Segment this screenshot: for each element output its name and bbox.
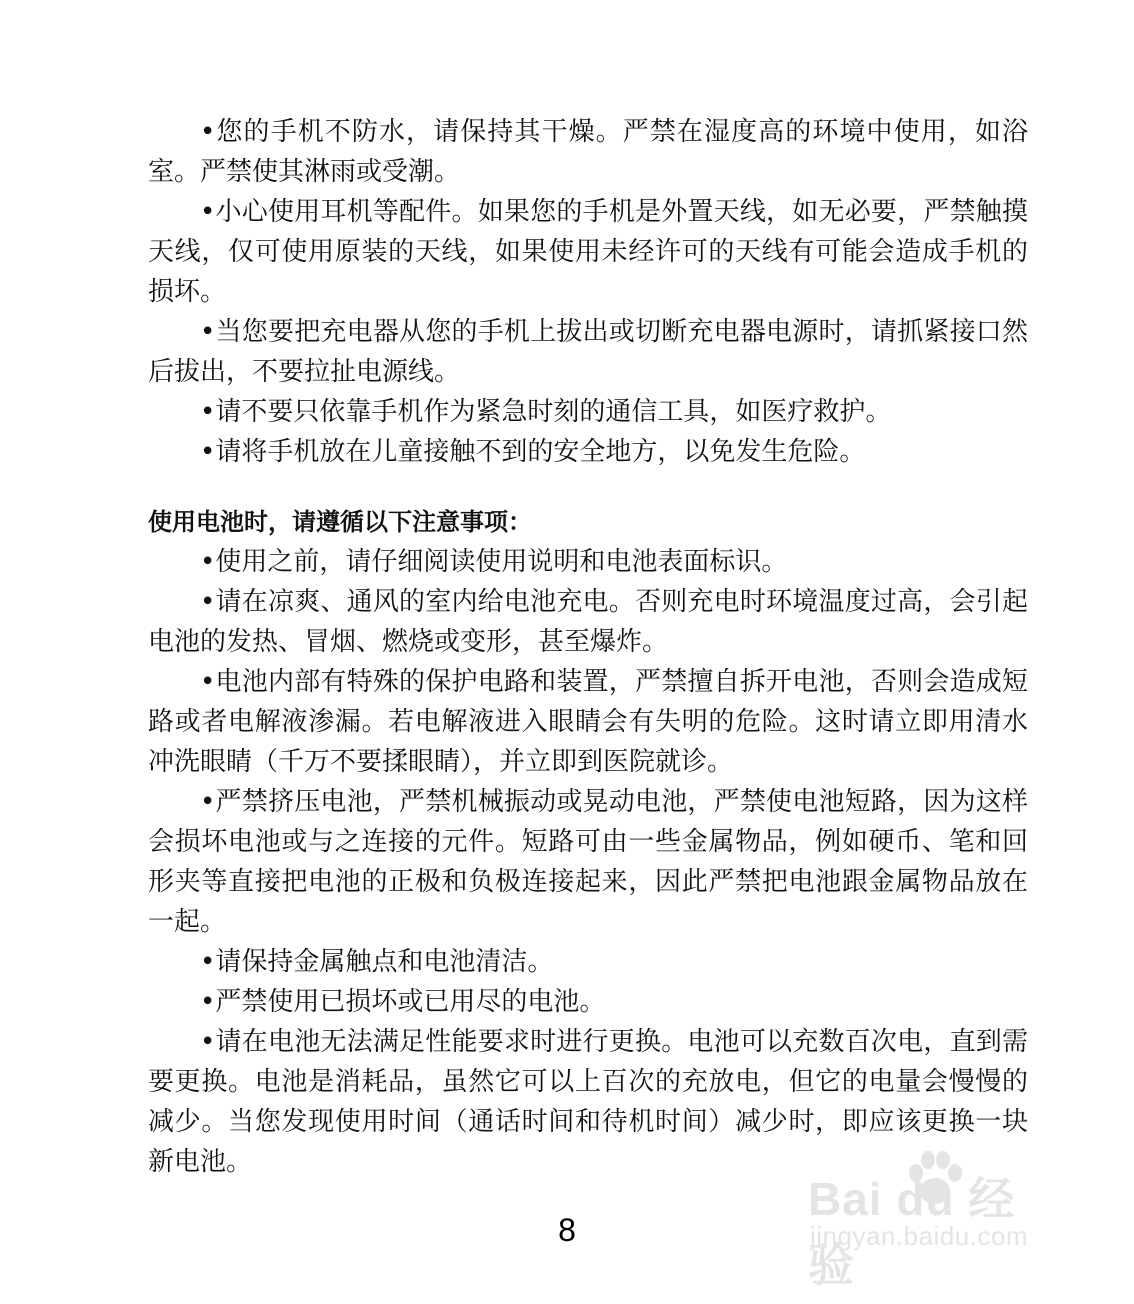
paragraph-clean-contacts: •请保持金属触点和电池清洁。	[200, 947, 554, 977]
watermark-url: jingyan.baidu.com	[810, 1221, 1029, 1251]
paragraph-battery-short-circuit: •严禁挤压电池，严禁机械振动或晃动电池，严禁使电池短路，因为这样会损坏电池或与之连接的元件。短路可由一些金属物品，例如硬币、笔和回形夹等直接把电池的正极和负极连接起来，因此严禁把电池跟金属物品放在一起。	[148, 787, 1028, 937]
paragraph-battery-disassembly: •电池内部有特殊的保护电路和装置，严禁擅自拆开电池，否则会造成短路或者电解液渗漏。若电解液进入眼睛会有失明的危险。这时请立即用清水冲洗眼睛（千万不要揉眼睛），并立即到医院就诊。	[148, 667, 1028, 777]
watermark-logo-text: Bai du 经验	[808, 1173, 1016, 1291]
paragraph-children: •请将手机放在儿童接触不到的安全地方，以免发生危险。	[200, 437, 866, 467]
paragraph-read-manual: •使用之前，请仔细阅读使用说明和电池表面标识。	[200, 547, 788, 577]
paragraph-damaged-battery: •严禁使用已损坏或已用尽的电池。	[200, 987, 606, 1017]
paragraph-charging-environment: •请在凉爽、通风的室内给电池充电。否则充电时环境温度过高，会引起电池的发热、冒烟、燃烧或变形，甚至爆炸。	[148, 587, 1028, 657]
paragraph-accessories: •小心使用耳机等配件。如果您的手机是外置天线，如无必要，严禁触摸天线，仅可使用原装的天线，如果使用未经许可的天线有可能会造成手机的损坏。	[148, 197, 1028, 307]
paragraph-replace-battery: •请在电池无法满足性能要求时进行更换。电池可以充数百次电，直到需要更换。电池是消耗品，虽然它可以上百次的充放电，但它的电量会慢慢的减少。当您发现使用时间（通话时间和待机时间）减少时，即应该更换一块新电池。	[148, 1027, 1028, 1177]
paragraph-charger-unplug: •当您要把充电器从您的手机上拔出或切断充电器电源时，请抓紧接口然后拔出，不要拉扯电源线。	[148, 317, 1028, 387]
paragraph-waterproof: •您的手机不防水，请保持其干燥。严禁在湿度高的环境中使用，如浴室。严禁使其淋雨或受潮。	[148, 117, 1028, 187]
document-body	[148, 112, 1028, 1182]
baidu-jingyan-watermark	[808, 1145, 1058, 1291]
battery-section-heading: 使用电池时，请遵循以下注意事项：	[148, 508, 532, 536]
page-number: 8	[558, 1212, 576, 1248]
paragraph-emergency: •请不要只依靠手机作为紧急时刻的通信工具，如医疗救护。	[200, 397, 892, 427]
